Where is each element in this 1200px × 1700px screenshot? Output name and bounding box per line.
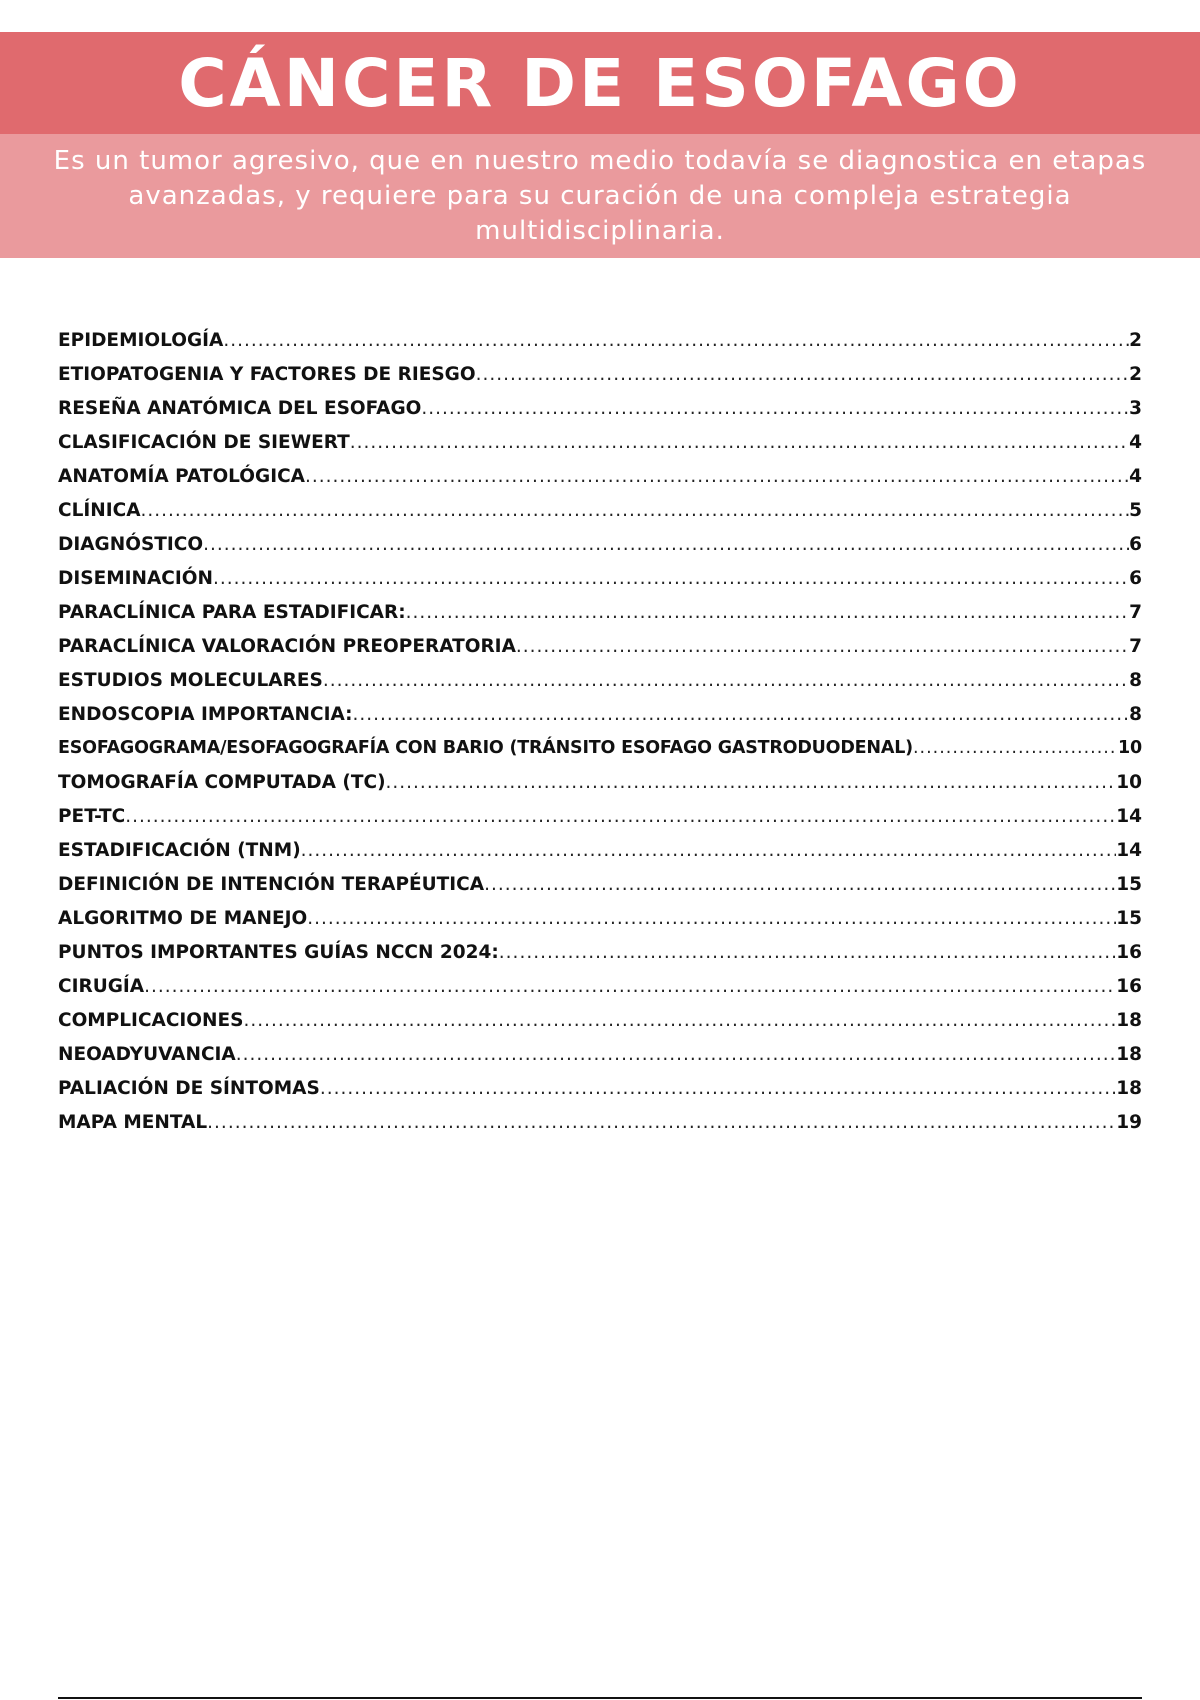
- toc-page-number: 15: [1116, 908, 1142, 929]
- toc-entry-estudios-moleculares[interactable]: [58, 670, 1142, 704]
- toc-page-number: 10: [1116, 772, 1142, 793]
- toc-entry-resena-anatomica[interactable]: [58, 398, 1142, 432]
- toc-entry-label: ESOFAGOGRAMA/ESOFAGOGRAFÍA CON BARIO (TRÁNSITO ESOFAGO GASTRODUODENAL): [58, 738, 913, 758]
- toc-page-number: 4: [1129, 466, 1142, 487]
- toc-page-number: 18: [1116, 1044, 1142, 1065]
- toc-entry-endoscopia[interactable]: [58, 704, 1142, 738]
- toc-leader-dots: [323, 670, 1129, 691]
- toc-page-number: 5: [1129, 500, 1142, 521]
- toc-entry-esofagograma[interactable]: [58, 738, 1142, 772]
- toc-leader-dots: [223, 330, 1129, 351]
- toc-entry-label: DIAGNÓSTICO: [58, 534, 204, 555]
- toc-entry-label: ESTUDIOS MOLECULARES: [58, 670, 323, 691]
- toc-entry-label: PET-TC: [58, 806, 126, 827]
- toc-entry-epidemiologia[interactable]: [58, 330, 1142, 364]
- toc-entry-tomografia[interactable]: [58, 772, 1142, 806]
- toc-page-number: 2: [1129, 364, 1142, 385]
- toc-leader-dots: [913, 738, 1118, 758]
- toc-entry-label: EPIDEMIOLOGÍA: [58, 330, 224, 351]
- toc-entry-paraclinica-preoperatoria[interactable]: [58, 636, 1142, 670]
- toc-page-number: 4: [1129, 432, 1142, 453]
- toc-entry-neoadyuvancia[interactable]: [58, 1044, 1142, 1078]
- toc-entry-label: PARACLÍNICA VALORACIÓN PREOPERATORIA: [58, 636, 516, 657]
- toc-entry-label: CLASIFICACIÓN DE SIEWERT: [58, 432, 350, 453]
- toc-leader-dots: [243, 1010, 1116, 1031]
- toc-entry-cirugia[interactable]: [58, 976, 1142, 1010]
- toc-leader-dots: [421, 398, 1129, 419]
- toc-page-number: 19: [1116, 1112, 1142, 1133]
- toc-entry-label: DEFINICIÓN DE INTENCIÓN TERAPÉUTICA: [58, 874, 485, 895]
- toc-page-number: 8: [1129, 704, 1142, 725]
- toc-entry-label: DISEMINACIÓN: [58, 568, 213, 589]
- toc-entry-etiopatogenia[interactable]: [58, 364, 1142, 398]
- toc-page-number: 6: [1129, 534, 1142, 555]
- toc-page-number: 10: [1118, 738, 1142, 758]
- toc-entry-label: PALIACIÓN DE SÍNTOMAS: [58, 1078, 320, 1099]
- toc-entry-intencion-terapeutica[interactable]: [58, 874, 1142, 908]
- toc-leader-dots: [484, 874, 1116, 895]
- toc-leader-dots: [125, 806, 1116, 827]
- toc-leader-dots: [305, 466, 1129, 487]
- toc-page-number: 16: [1116, 976, 1142, 997]
- toc-leader-dots: [353, 704, 1130, 725]
- toc-page-number: 2: [1129, 330, 1142, 351]
- toc-leader-dots: [499, 942, 1116, 963]
- toc-leader-dots: [307, 908, 1116, 929]
- toc-leader-dots: [141, 500, 1130, 521]
- toc-entry-estadificacion-tnm[interactable]: [58, 840, 1142, 874]
- toc-entry-diagnostico[interactable]: [58, 534, 1142, 568]
- toc-page-number: 15: [1116, 874, 1142, 895]
- toc-leader-dots: [320, 1078, 1116, 1099]
- toc-entry-anatomia-patologica[interactable]: [58, 466, 1142, 500]
- toc-leader-dots: [144, 976, 1116, 997]
- table-of-contents: [58, 330, 1142, 1146]
- toc-entry-label: ETIOPATOGENIA Y FACTORES DE RIESGO: [58, 364, 476, 385]
- toc-entry-label: ESTADIFICACIÓN (TNM): [58, 840, 301, 861]
- toc-entry-label: PUNTOS IMPORTANTES GUÍAS NCCN 2024:: [58, 942, 499, 963]
- toc-leader-dots: [476, 364, 1130, 385]
- toc-entry-pet-tc[interactable]: [58, 806, 1142, 840]
- toc-leader-dots: [516, 636, 1129, 657]
- toc-leader-dots: [203, 534, 1129, 555]
- toc-entry-label: NEOADYUVANCIA: [58, 1044, 236, 1065]
- toc-entry-label: RESEÑA ANATÓMICA DEL ESOFAGO: [58, 398, 422, 419]
- toc-entry-clasificacion-siewert[interactable]: [58, 432, 1142, 466]
- document-description: Es un tumor agresivo, que en nuestro medio todavía se diagnostica en etapas avanzadas, y requiere para su curación de una compleja estrategia multidisciplinaria.: [53, 145, 1147, 246]
- toc-page-number: 18: [1116, 1010, 1142, 1031]
- toc-leader-dots: [236, 1044, 1117, 1065]
- toc-entry-label: CIRUGÍA: [58, 976, 145, 997]
- toc-entry-paliacion-sintomas[interactable]: [58, 1078, 1142, 1112]
- footer-divider: [58, 1697, 1142, 1699]
- toc-page-number: 14: [1116, 840, 1142, 861]
- toc-entry-mapa-mental[interactable]: [58, 1112, 1142, 1146]
- toc-entry-clinica[interactable]: [58, 500, 1142, 534]
- toc-entry-label: CLÍNICA: [58, 500, 141, 521]
- toc-leader-dots: [213, 568, 1129, 589]
- toc-page-number: 3: [1129, 398, 1142, 419]
- toc-entry-paraclinica-estadificar[interactable]: [58, 602, 1142, 636]
- toc-page-number: 14: [1116, 806, 1142, 827]
- toc-page-number: 6: [1129, 568, 1142, 589]
- toc-leader-dots: [301, 840, 1117, 861]
- toc-page-number: 7: [1129, 602, 1142, 623]
- toc-entry-guias-nccn[interactable]: [58, 942, 1142, 976]
- toc-entry-label: PARACLÍNICA PARA ESTADIFICAR:: [58, 602, 406, 623]
- toc-leader-dots: [350, 432, 1129, 453]
- toc-entry-label: TOMOGRAFÍA COMPUTADA (TC): [58, 772, 386, 793]
- document-title: CÁNCER DE ESOFAGO: [178, 44, 1022, 122]
- toc-entry-complicaciones[interactable]: [58, 1010, 1142, 1044]
- toc-entry-label: ENDOSCOPIA IMPORTANCIA:: [58, 704, 353, 725]
- toc-leader-dots: [386, 772, 1117, 793]
- toc-entry-diseminacion[interactable]: [58, 568, 1142, 602]
- toc-page-number: 7: [1129, 636, 1142, 657]
- toc-entry-algoritmo-manejo[interactable]: [58, 908, 1142, 942]
- toc-entry-label: ALGORITMO DE MANEJO: [58, 908, 308, 929]
- toc-page-number: 8: [1129, 670, 1142, 691]
- toc-leader-dots: [207, 1112, 1116, 1133]
- toc-page-number: 18: [1116, 1078, 1142, 1099]
- toc-entry-label: ANATOMÍA PATOLÓGICA: [58, 466, 305, 487]
- toc-leader-dots: [406, 602, 1129, 623]
- toc-entry-label: COMPLICACIONES: [58, 1010, 244, 1031]
- toc-page-number: 16: [1116, 942, 1142, 963]
- toc-entry-label: MAPA MENTAL: [58, 1112, 208, 1133]
